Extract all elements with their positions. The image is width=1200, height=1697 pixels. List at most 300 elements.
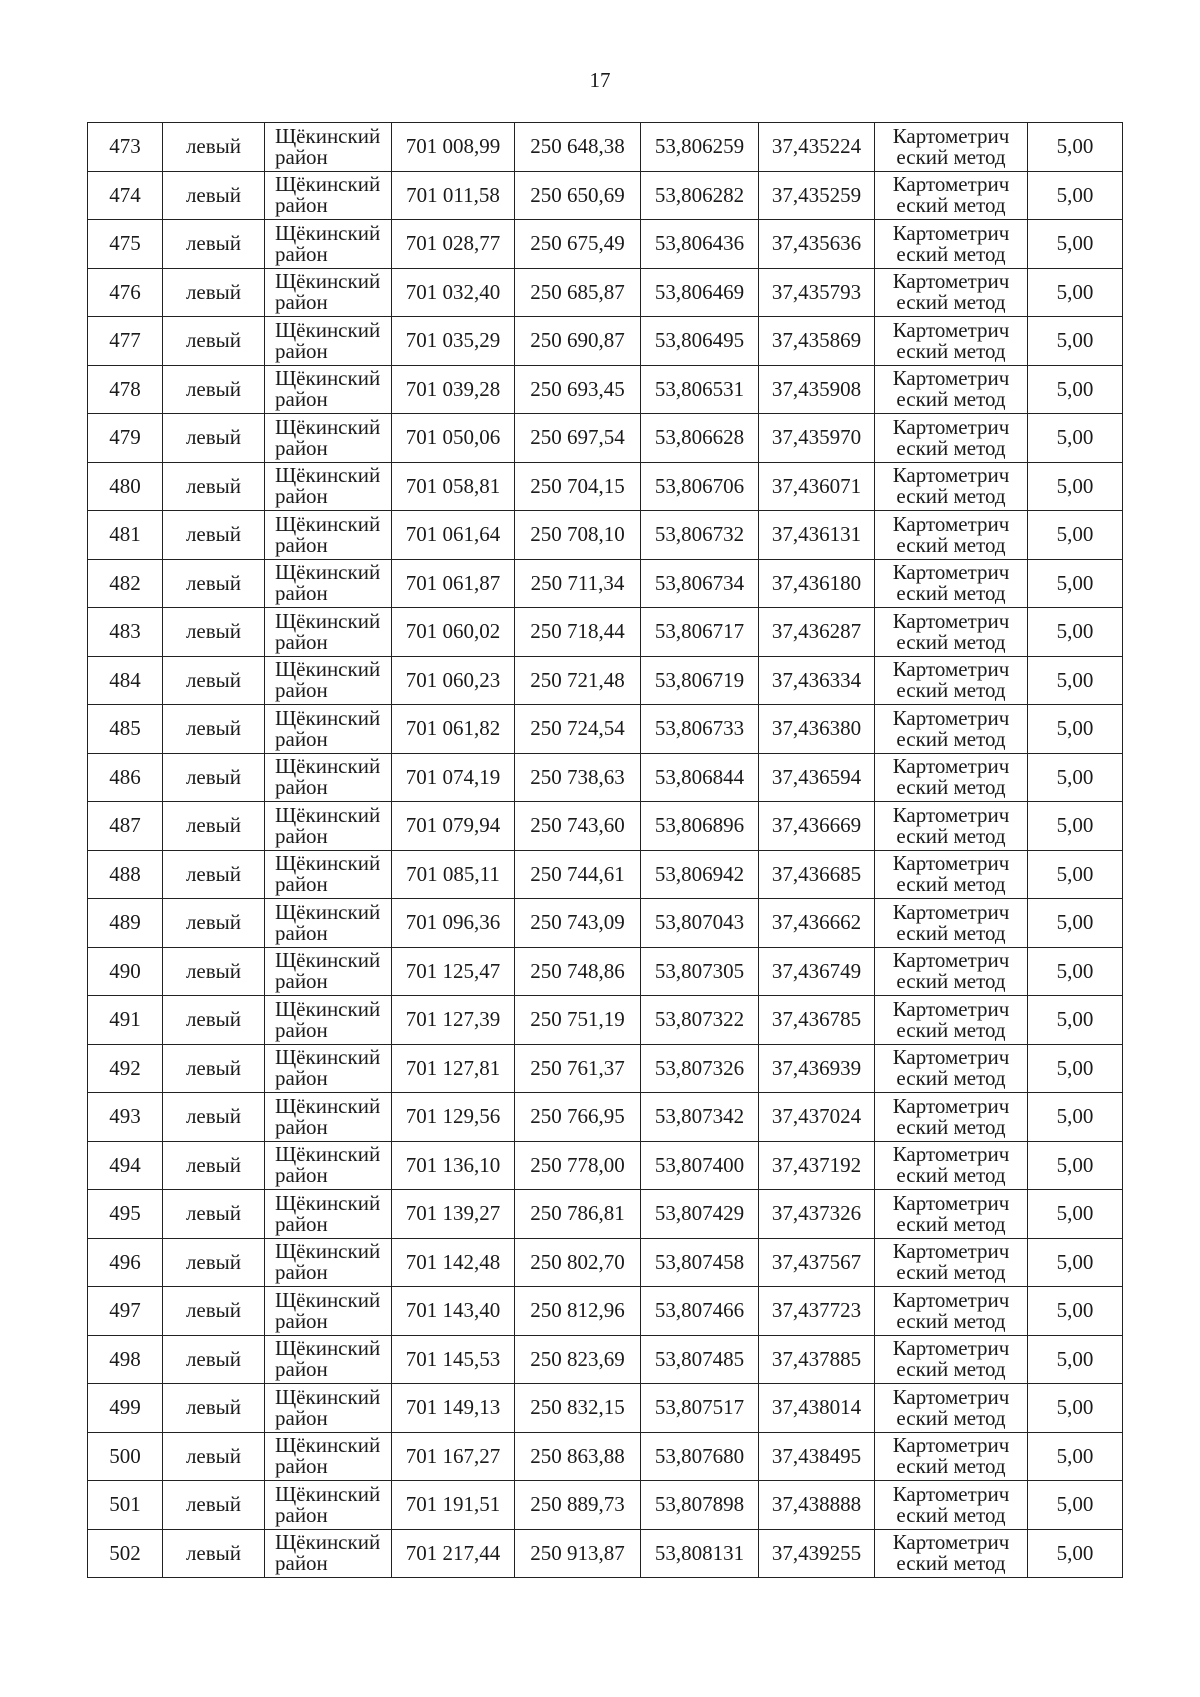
accuracy-cell: 5,00: [1028, 268, 1123, 317]
method-cell: [875, 268, 1028, 317]
latitude-cell: 53,807458: [641, 1238, 759, 1287]
district-cell: [265, 171, 392, 220]
district-cell: [265, 559, 392, 608]
district-line-1: Щёкинский: [275, 1433, 381, 1458]
latitude-cell: 53,807326: [641, 1044, 759, 1093]
accuracy-cell: 5,00: [1028, 220, 1123, 269]
method-line-1: Картометрич: [892, 705, 1010, 730]
district-cell: [265, 1190, 392, 1239]
district-cell: [265, 220, 392, 269]
y-coordinate-cell: 250 690,87: [515, 317, 641, 366]
side-cell: левый: [163, 1287, 265, 1336]
point-number-cell: 482: [88, 559, 163, 608]
y-coordinate-cell: 250 743,09: [515, 899, 641, 948]
district-line-1: Щёкинский: [275, 414, 381, 439]
district-cell: [265, 317, 392, 366]
method-line-1: Картометрич: [892, 1336, 1010, 1361]
district-line-2: район: [275, 387, 328, 412]
y-coordinate-cell: 250 832,15: [515, 1384, 641, 1433]
method-line-2: еский метод: [896, 629, 1006, 654]
method-line-2: еский метод: [896, 338, 1006, 363]
latitude-cell: 53,806719: [641, 656, 759, 705]
method-line-1: Картометрич: [892, 317, 1010, 342]
method-line-2: еский метод: [896, 144, 1006, 169]
district-line-1: Щёкинский: [275, 1287, 381, 1312]
district-line-1: Щёкинский: [275, 802, 381, 827]
accuracy-cell: 5,00: [1028, 1432, 1123, 1481]
district-cell: [265, 1529, 392, 1578]
accuracy-cell: 5,00: [1028, 414, 1123, 463]
method-line-1: Картометрич: [892, 899, 1010, 924]
district-cell: [265, 1238, 392, 1287]
method-line-2: еский метод: [896, 387, 1006, 412]
x-coordinate-cell: 701 136,10: [392, 1141, 515, 1190]
table-row: [88, 899, 1123, 948]
x-coordinate-cell: 701 035,29: [392, 317, 515, 366]
district-line-2: район: [275, 726, 328, 751]
side-cell: левый: [163, 656, 265, 705]
district-cell: [265, 996, 392, 1045]
method-line-2: еский метод: [896, 1308, 1006, 1333]
method-line-2: еский метод: [896, 290, 1006, 315]
longitude-cell: 37,436334: [759, 656, 875, 705]
method-cell: [875, 1432, 1028, 1481]
x-coordinate-cell: 701 142,48: [392, 1238, 515, 1287]
table-row: [88, 1044, 1123, 1093]
method-line-1: Картометрич: [892, 1190, 1010, 1215]
method-line-2: еский метод: [896, 435, 1006, 460]
method-line-1: Картометрич: [892, 123, 1010, 148]
latitude-cell: 53,807485: [641, 1335, 759, 1384]
point-number-cell: 502: [88, 1529, 163, 1578]
method-cell: [875, 1529, 1028, 1578]
longitude-cell: 37,437024: [759, 1093, 875, 1142]
latitude-cell: 53,806628: [641, 414, 759, 463]
x-coordinate-cell: 701 032,40: [392, 268, 515, 317]
point-number-cell: 481: [88, 511, 163, 560]
y-coordinate-cell: 250 650,69: [515, 171, 641, 220]
method-line-2: еский метод: [896, 1114, 1006, 1139]
district-line-1: Щёкинский: [275, 705, 381, 730]
y-coordinate-cell: 250 743,60: [515, 802, 641, 851]
district-line-1: Щёкинский: [275, 123, 381, 148]
district-line-2: район: [275, 1502, 328, 1527]
district-cell: [265, 705, 392, 754]
district-line-1: Щёкинский: [275, 220, 381, 245]
method-cell: [875, 1287, 1028, 1336]
point-number-cell: 494: [88, 1141, 163, 1190]
district-cell: [265, 608, 392, 657]
side-cell: левый: [163, 1335, 265, 1384]
method-line-1: Картометрич: [892, 366, 1010, 391]
accuracy-cell: 5,00: [1028, 802, 1123, 851]
district-cell: [265, 899, 392, 948]
district-line-2: район: [275, 1454, 328, 1479]
district-cell: [265, 1093, 392, 1142]
district-line-1: Щёкинский: [275, 754, 381, 779]
latitude-cell: 53,808131: [641, 1529, 759, 1578]
side-cell: левый: [163, 608, 265, 657]
point-number-cell: 493: [88, 1093, 163, 1142]
accuracy-cell: 5,00: [1028, 462, 1123, 511]
method-line-1: Картометрич: [892, 511, 1010, 536]
method-cell: [875, 1335, 1028, 1384]
district-line-1: Щёкинский: [275, 172, 381, 197]
side-cell: левый: [163, 1481, 265, 1530]
latitude-cell: 53,806436: [641, 220, 759, 269]
latitude-cell: 53,807043: [641, 899, 759, 948]
table-row: [88, 1432, 1123, 1481]
longitude-cell: 37,438014: [759, 1384, 875, 1433]
point-number-cell: 488: [88, 850, 163, 899]
method-line-2: еский метод: [896, 193, 1006, 218]
longitude-cell: 37,436662: [759, 899, 875, 948]
x-coordinate-cell: 701 008,99: [392, 123, 515, 172]
side-cell: левый: [163, 123, 265, 172]
x-coordinate-cell: 701 039,28: [392, 365, 515, 414]
method-cell: [875, 1238, 1028, 1287]
method-cell: [875, 947, 1028, 996]
method-cell: [875, 656, 1028, 705]
method-cell: [875, 1044, 1028, 1093]
method-line-2: еский метод: [896, 1017, 1006, 1042]
latitude-cell: 53,806282: [641, 171, 759, 220]
point-number-cell: 480: [88, 462, 163, 511]
point-number-cell: 489: [88, 899, 163, 948]
y-coordinate-cell: 250 913,87: [515, 1529, 641, 1578]
x-coordinate-cell: 701 079,94: [392, 802, 515, 851]
district-line-2: район: [275, 1308, 328, 1333]
method-line-1: Картометрич: [892, 1433, 1010, 1458]
table-row: [88, 608, 1123, 657]
y-coordinate-cell: 250 766,95: [515, 1093, 641, 1142]
side-cell: левый: [163, 559, 265, 608]
latitude-cell: 53,807400: [641, 1141, 759, 1190]
district-line-1: Щёкинский: [275, 851, 381, 876]
method-cell: [875, 171, 1028, 220]
point-number-cell: 483: [88, 608, 163, 657]
y-coordinate-cell: 250 704,15: [515, 462, 641, 511]
district-cell: [265, 123, 392, 172]
district-line-2: район: [275, 872, 328, 897]
side-cell: левый: [163, 220, 265, 269]
method-line-2: еский метод: [896, 872, 1006, 897]
accuracy-cell: 5,00: [1028, 753, 1123, 802]
y-coordinate-cell: 250 802,70: [515, 1238, 641, 1287]
district-line-2: район: [275, 678, 328, 703]
longitude-cell: 37,438888: [759, 1481, 875, 1530]
district-line-2: район: [275, 532, 328, 557]
x-coordinate-cell: 701 060,23: [392, 656, 515, 705]
longitude-cell: 37,437567: [759, 1238, 875, 1287]
table-row: [88, 1238, 1123, 1287]
point-number-cell: 487: [88, 802, 163, 851]
table-row: [88, 1481, 1123, 1530]
district-line-2: район: [275, 920, 328, 945]
table-row: [88, 996, 1123, 1045]
longitude-cell: 37,437192: [759, 1141, 875, 1190]
accuracy-cell: 5,00: [1028, 1190, 1123, 1239]
x-coordinate-cell: 701 167,27: [392, 1432, 515, 1481]
y-coordinate-cell: 250 863,88: [515, 1432, 641, 1481]
method-cell: [875, 1141, 1028, 1190]
side-cell: левый: [163, 1093, 265, 1142]
method-cell: [875, 996, 1028, 1045]
district-cell: [265, 850, 392, 899]
district-line-1: Щёкинский: [275, 269, 381, 294]
x-coordinate-cell: 701 061,64: [392, 511, 515, 560]
y-coordinate-cell: 250 778,00: [515, 1141, 641, 1190]
side-cell: левый: [163, 850, 265, 899]
district-line-2: район: [275, 775, 328, 800]
district-line-2: район: [275, 1357, 328, 1382]
method-cell: [875, 123, 1028, 172]
y-coordinate-cell: 250 697,54: [515, 414, 641, 463]
accuracy-cell: 5,00: [1028, 705, 1123, 754]
district-line-1: Щёкинский: [275, 511, 381, 536]
point-number-cell: 499: [88, 1384, 163, 1433]
method-cell: [875, 899, 1028, 948]
accuracy-cell: 5,00: [1028, 1141, 1123, 1190]
longitude-cell: 37,437326: [759, 1190, 875, 1239]
coordinates-table: [87, 122, 1123, 1578]
district-line-1: Щёкинский: [275, 560, 381, 585]
district-line-2: район: [275, 629, 328, 654]
point-number-cell: 484: [88, 656, 163, 705]
side-cell: левый: [163, 899, 265, 948]
latitude-cell: 53,806717: [641, 608, 759, 657]
y-coordinate-cell: 250 751,19: [515, 996, 641, 1045]
latitude-cell: 53,806732: [641, 511, 759, 560]
x-coordinate-cell: 701 058,81: [392, 462, 515, 511]
district-line-2: район: [275, 969, 328, 994]
longitude-cell: 37,437723: [759, 1287, 875, 1336]
longitude-cell: 37,436071: [759, 462, 875, 511]
table-row: [88, 220, 1123, 269]
method-line-2: еский метод: [896, 1357, 1006, 1382]
side-cell: левый: [163, 365, 265, 414]
district-cell: [265, 462, 392, 511]
x-coordinate-cell: 701 129,56: [392, 1093, 515, 1142]
method-line-1: Картометрич: [892, 1287, 1010, 1312]
table-row: [88, 705, 1123, 754]
accuracy-cell: 5,00: [1028, 1287, 1123, 1336]
latitude-cell: 53,807680: [641, 1432, 759, 1481]
latitude-cell: 53,806495: [641, 317, 759, 366]
point-number-cell: 476: [88, 268, 163, 317]
method-cell: [875, 1384, 1028, 1433]
table-row: [88, 850, 1123, 899]
table-row: [88, 1384, 1123, 1433]
longitude-cell: 37,435224: [759, 123, 875, 172]
x-coordinate-cell: 701 139,27: [392, 1190, 515, 1239]
latitude-cell: 53,807429: [641, 1190, 759, 1239]
latitude-cell: 53,806469: [641, 268, 759, 317]
method-line-2: еский метод: [896, 823, 1006, 848]
district-cell: [265, 947, 392, 996]
district-line-2: район: [275, 435, 328, 460]
table-row: [88, 511, 1123, 560]
longitude-cell: 37,436287: [759, 608, 875, 657]
method-line-1: Картометрич: [892, 463, 1010, 488]
x-coordinate-cell: 701 085,11: [392, 850, 515, 899]
x-coordinate-cell: 701 074,19: [392, 753, 515, 802]
x-coordinate-cell: 701 145,53: [392, 1335, 515, 1384]
district-cell: [265, 1384, 392, 1433]
point-number-cell: 491: [88, 996, 163, 1045]
y-coordinate-cell: 250 786,81: [515, 1190, 641, 1239]
method-line-1: Картометрич: [892, 1142, 1010, 1167]
accuracy-cell: 5,00: [1028, 947, 1123, 996]
method-cell: [875, 1093, 1028, 1142]
method-cell: [875, 559, 1028, 608]
district-cell: [265, 1044, 392, 1093]
x-coordinate-cell: 701 061,82: [392, 705, 515, 754]
accuracy-cell: 5,00: [1028, 1044, 1123, 1093]
longitude-cell: 37,436685: [759, 850, 875, 899]
method-line-1: Картометрич: [892, 802, 1010, 827]
method-line-2: еский метод: [896, 1454, 1006, 1479]
x-coordinate-cell: 701 127,81: [392, 1044, 515, 1093]
district-line-2: район: [275, 484, 328, 509]
accuracy-cell: 5,00: [1028, 123, 1123, 172]
accuracy-cell: 5,00: [1028, 171, 1123, 220]
method-line-2: еский метод: [896, 726, 1006, 751]
y-coordinate-cell: 250 718,44: [515, 608, 641, 657]
table-row: [88, 317, 1123, 366]
side-cell: левый: [163, 511, 265, 560]
page-number: 17: [589, 68, 611, 92]
side-cell: левый: [163, 753, 265, 802]
method-line-2: еский метод: [896, 969, 1006, 994]
method-cell: [875, 608, 1028, 657]
x-coordinate-cell: 701 028,77: [392, 220, 515, 269]
accuracy-cell: 5,00: [1028, 899, 1123, 948]
latitude-cell: 53,806734: [641, 559, 759, 608]
method-line-1: Картометрич: [892, 1093, 1010, 1118]
y-coordinate-cell: 250 738,63: [515, 753, 641, 802]
side-cell: левый: [163, 268, 265, 317]
x-coordinate-cell: 701 149,13: [392, 1384, 515, 1433]
accuracy-cell: 5,00: [1028, 656, 1123, 705]
point-number-cell: 498: [88, 1335, 163, 1384]
method-line-1: Картометрич: [892, 1481, 1010, 1506]
table-row: [88, 365, 1123, 414]
district-line-2: район: [275, 144, 328, 169]
method-cell: [875, 365, 1028, 414]
district-cell: [265, 1335, 392, 1384]
accuracy-cell: 5,00: [1028, 1529, 1123, 1578]
district-cell: [265, 365, 392, 414]
district-line-2: район: [275, 823, 328, 848]
y-coordinate-cell: 250 724,54: [515, 705, 641, 754]
longitude-cell: 37,436131: [759, 511, 875, 560]
longitude-cell: 37,435908: [759, 365, 875, 414]
side-cell: левый: [163, 414, 265, 463]
method-line-2: еский метод: [896, 1211, 1006, 1236]
latitude-cell: 53,807517: [641, 1384, 759, 1433]
method-cell: [875, 705, 1028, 754]
district-cell: [265, 268, 392, 317]
longitude-cell: 37,436594: [759, 753, 875, 802]
table-row: [88, 414, 1123, 463]
longitude-cell: 37,439255: [759, 1529, 875, 1578]
point-number-cell: 501: [88, 1481, 163, 1530]
point-number-cell: 495: [88, 1190, 163, 1239]
district-line-2: район: [275, 1114, 328, 1139]
side-cell: левый: [163, 996, 265, 1045]
method-line-1: Картометрич: [892, 608, 1010, 633]
district-cell: [265, 1481, 392, 1530]
method-line-1: Картометрич: [892, 414, 1010, 439]
district-line-1: Щёкинский: [275, 317, 381, 342]
district-line-2: район: [275, 1405, 328, 1430]
table-row: [88, 1287, 1123, 1336]
method-line-2: еский метод: [896, 678, 1006, 703]
y-coordinate-cell: 250 648,38: [515, 123, 641, 172]
point-number-cell: 477: [88, 317, 163, 366]
district-line-1: Щёкинский: [275, 1481, 381, 1506]
side-cell: левый: [163, 1432, 265, 1481]
point-number-cell: 500: [88, 1432, 163, 1481]
method-line-2: еский метод: [896, 1551, 1006, 1576]
method-line-1: Картометрич: [892, 269, 1010, 294]
method-line-2: еский метод: [896, 484, 1006, 509]
district-cell: [265, 414, 392, 463]
method-line-1: Картометрич: [892, 657, 1010, 682]
point-number-cell: 497: [88, 1287, 163, 1336]
method-line-2: еский метод: [896, 1260, 1006, 1285]
side-cell: левый: [163, 947, 265, 996]
district-line-1: Щёкинский: [275, 608, 381, 633]
method-line-1: Картометрич: [892, 220, 1010, 245]
method-line-2: еский метод: [896, 775, 1006, 800]
latitude-cell: 53,806844: [641, 753, 759, 802]
method-line-1: Картометрич: [892, 1530, 1010, 1555]
table-row: [88, 462, 1123, 511]
table-row: [88, 802, 1123, 851]
method-line-1: Картометрич: [892, 754, 1010, 779]
district-cell: [265, 1287, 392, 1336]
side-cell: левый: [163, 802, 265, 851]
longitude-cell: 37,438495: [759, 1432, 875, 1481]
x-coordinate-cell: 701 127,39: [392, 996, 515, 1045]
y-coordinate-cell: 250 889,73: [515, 1481, 641, 1530]
side-cell: левый: [163, 1190, 265, 1239]
district-line-2: район: [275, 1066, 328, 1091]
district-line-1: Щёкинский: [275, 1384, 381, 1409]
accuracy-cell: 5,00: [1028, 608, 1123, 657]
district-line-2: район: [275, 1017, 328, 1042]
point-number-cell: 490: [88, 947, 163, 996]
method-line-1: Картометрич: [892, 172, 1010, 197]
latitude-cell: 53,807305: [641, 947, 759, 996]
district-line-1: Щёкинский: [275, 1093, 381, 1118]
method-cell: [875, 753, 1028, 802]
latitude-cell: 53,806706: [641, 462, 759, 511]
district-cell: [265, 1141, 392, 1190]
point-number-cell: 473: [88, 123, 163, 172]
district-line-1: Щёкинский: [275, 1142, 381, 1167]
table-row: [88, 1141, 1123, 1190]
district-line-1: Щёкинский: [275, 1239, 381, 1264]
method-line-1: Картометрич: [892, 851, 1010, 876]
district-line-1: Щёкинский: [275, 1530, 381, 1555]
table-row: [88, 656, 1123, 705]
accuracy-cell: 5,00: [1028, 1238, 1123, 1287]
accuracy-cell: 5,00: [1028, 511, 1123, 560]
x-coordinate-cell: 701 217,44: [392, 1529, 515, 1578]
